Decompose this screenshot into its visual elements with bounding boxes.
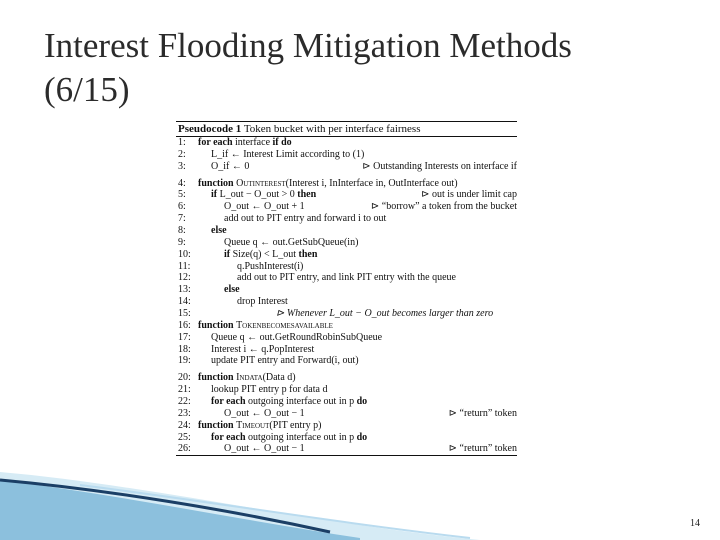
line-number: 12:: [178, 272, 191, 284]
line-number: 23:: [178, 407, 191, 419]
line-code: Interest i ← q.PopInterest: [211, 343, 315, 355]
pseudocode-line: [176, 284, 517, 296]
pseudocode-line: [176, 249, 517, 261]
line-number: 4:: [178, 177, 186, 189]
pseudocode-line: [176, 432, 517, 444]
line-number: 15:: [178, 308, 191, 320]
caption-label: Pseudocode 1: [178, 123, 242, 135]
pseudocode-caption: [176, 122, 517, 136]
pseudocode-line: [176, 396, 517, 408]
line-number: 6:: [178, 201, 186, 213]
line-number: 17:: [178, 331, 191, 343]
line-comment: ⊳ out is under limit cap: [421, 189, 517, 201]
line-number: 24:: [178, 419, 191, 431]
line-code: if L_out − O_out > 0 then: [211, 189, 317, 201]
pseudocode-line: [176, 161, 517, 173]
line-code: else: [211, 225, 227, 237]
line-code: add out to PIT entry and forward i to out: [224, 213, 387, 225]
pseudocode-line: [176, 137, 517, 149]
line-number: 22:: [178, 396, 191, 408]
line-code: update PIT entry and Forward(i, out): [211, 355, 359, 367]
line-comment: ⊳ Outstanding Interests on interface if: [362, 160, 517, 172]
pseudocode-lines: [176, 137, 517, 455]
caption-text: Token bucket with per interface fairness: [243, 123, 421, 135]
line-code: function Indata(Data d): [198, 372, 296, 384]
line-code: O_out ← O_out − 1: [224, 443, 305, 455]
line-number: 5:: [178, 189, 186, 201]
line-code: L_if ← Interest Limit according to (1): [211, 148, 365, 160]
line-code: O_out ← O_out − 1: [224, 407, 305, 419]
page-number: 14: [690, 518, 700, 529]
pseudocode-line: [176, 213, 517, 225]
pseudocode-line: [176, 320, 517, 332]
pseudocode-line: [176, 237, 517, 249]
pseudocode-line: [176, 420, 517, 432]
pseudocode-line: [176, 408, 517, 420]
pseudocode-line: [176, 149, 517, 161]
slide-title-line-1: Interest Flooding Mitigation Methods: [44, 26, 572, 65]
pseudocode-line: [176, 344, 517, 356]
line-number: 11:: [178, 260, 191, 272]
line-code: function Tokenbecomesavailable: [198, 319, 333, 331]
pseudocode-line: [176, 296, 517, 308]
line-code: lookup PIT entry p for data d: [211, 384, 328, 396]
line-number: 13:: [178, 284, 191, 296]
line-comment: ⊳ “return” token: [448, 407, 517, 419]
line-number: 7:: [178, 213, 186, 225]
line-code: O_if ← 0: [211, 160, 250, 172]
line-number: 21:: [178, 384, 191, 396]
line-code: O_out ← O_out + 1: [224, 201, 305, 213]
line-number: 8:: [178, 225, 186, 237]
line-code: Queue q ← out.GetSubQueue(in): [224, 236, 359, 248]
line-code: q.PushInterest(i): [237, 260, 304, 272]
line-code: add out to PIT entry, and link PIT entry with the queue: [237, 272, 456, 284]
line-number: 10:: [178, 248, 191, 260]
line-number: 25:: [178, 431, 191, 443]
pseudocode-line: [176, 332, 517, 344]
wave-mid-band: [0, 480, 360, 540]
line-number: 18:: [178, 343, 191, 355]
line-number: 19:: [178, 355, 191, 367]
line-code: for each outgoing interface out in p do: [211, 431, 368, 443]
pseudocode-line: [176, 261, 517, 273]
line-number: 14:: [178, 296, 191, 308]
line-code: Queue q ← out.GetRoundRobinSubQueue: [211, 331, 383, 343]
line-comment: ⊳ Whenever L_out − O_out becomes larger than zero: [276, 308, 494, 320]
pseudocode-line: [176, 189, 517, 201]
line-number: 20:: [178, 372, 191, 384]
pseudocode-line: [176, 201, 517, 213]
slide-title-line-2: (6/15): [44, 70, 130, 109]
slide-title: [44, 24, 684, 112]
line-comment: ⊳ “borrow” a token from the bucket: [370, 201, 517, 213]
pseudocode-figure: [176, 121, 517, 456]
pseudocode-line: [176, 272, 517, 284]
decorative-wave: [0, 450, 720, 540]
line-number: 3:: [178, 160, 186, 172]
line-code: for each outgoing interface out in p do: [211, 396, 368, 408]
line-code: function Outinterest(Interest i, InInterface in, OutInterface out): [198, 177, 458, 189]
line-code: drop Interest: [237, 296, 288, 308]
line-number: 26:: [178, 443, 191, 455]
pseudocode-line: [176, 372, 517, 384]
line-code: function Timeout(PIT entry p): [198, 419, 322, 431]
pseudocode-line: [176, 355, 517, 367]
line-comment: ⊳ “return” token: [448, 443, 517, 455]
line-number: 16:: [178, 319, 191, 331]
pseudocode-line: [176, 225, 517, 237]
line-number: 1:: [178, 137, 186, 148]
pseudocode-line: [176, 308, 517, 320]
line-number: 9:: [178, 236, 186, 248]
line-number: 2:: [178, 148, 186, 160]
line-code: for each interface if do: [198, 137, 292, 148]
line-code: else: [224, 284, 240, 296]
pseudocode-line: [176, 178, 517, 190]
pseudocode-line: [176, 384, 517, 396]
line-code: if Size(q) < L_out then: [224, 248, 318, 260]
